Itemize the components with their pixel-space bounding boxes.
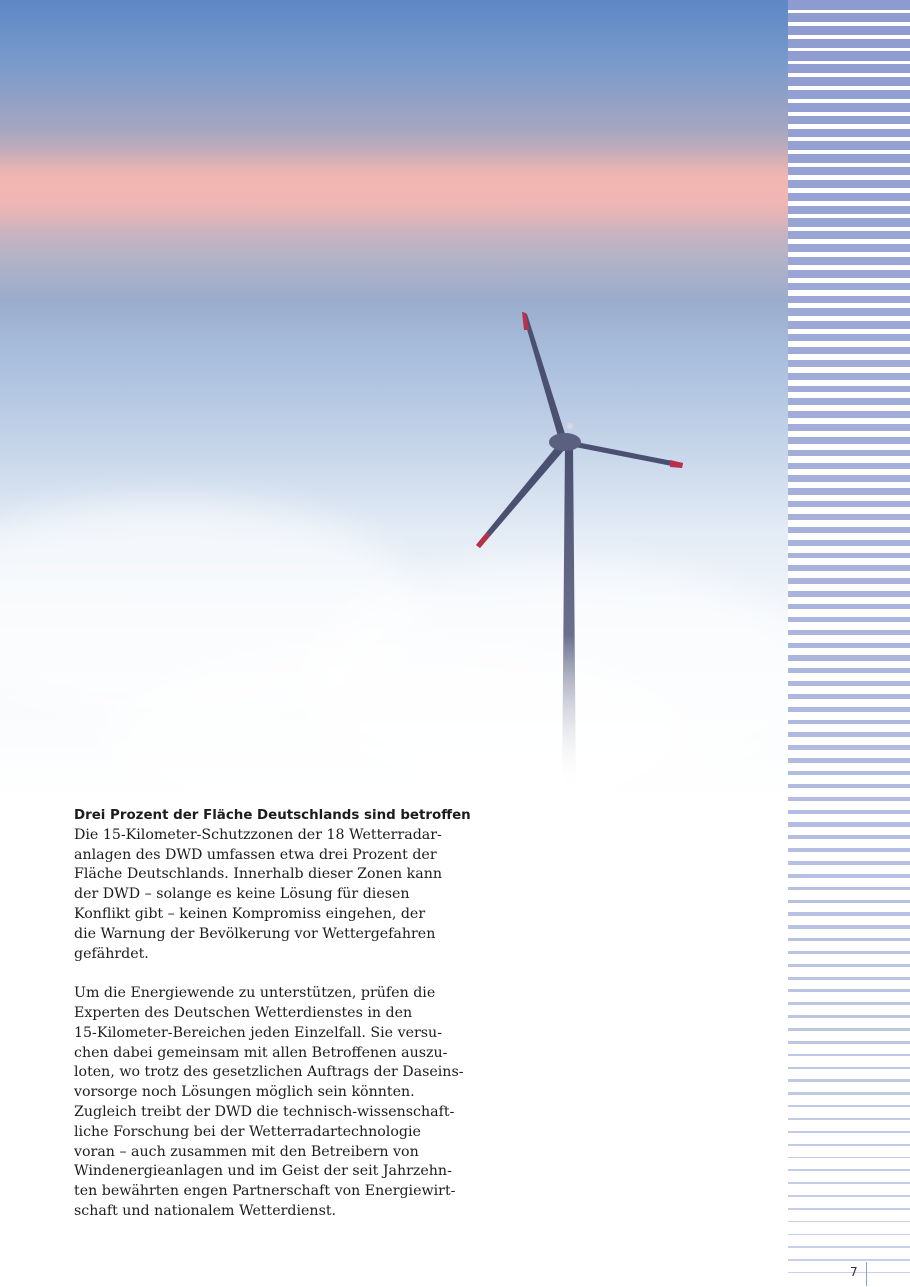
paragraph-line: vorsorge noch Lösungen möglich sein könnten.	[74, 1084, 415, 1101]
stripe	[788, 129, 910, 138]
stripe	[788, 1002, 910, 1005]
stripe	[788, 488, 910, 494]
stripe	[788, 848, 910, 852]
stripe	[788, 578, 910, 584]
stripe	[788, 180, 910, 188]
stripe	[788, 1131, 910, 1133]
stripe	[788, 1079, 910, 1081]
stripe	[788, 424, 910, 431]
stripe	[788, 1195, 910, 1197]
stripe	[788, 463, 910, 469]
stripe	[788, 386, 910, 393]
stripe	[788, 1259, 910, 1260]
stripe	[788, 797, 910, 801]
stripe	[788, 1246, 910, 1247]
stripe	[788, 270, 910, 278]
stripe	[788, 1041, 910, 1044]
section-heading: Drei Prozent der Fläche Deutschlands sind betroffen	[74, 808, 471, 823]
stripe	[788, 193, 910, 201]
stripe	[788, 912, 910, 916]
stripe	[788, 501, 910, 507]
paragraph-line: Um die Energiewende zu unterstützen, prüfen die	[74, 985, 436, 1002]
stripe	[788, 308, 910, 315]
paragraph-line: 15-Kilometer-Bereichen jeden Einzelfall. Sie versu-	[74, 1024, 442, 1041]
stripe	[788, 565, 910, 571]
stripe	[788, 1015, 910, 1018]
stripe	[788, 951, 910, 954]
stripe	[788, 745, 910, 750]
stripe	[788, 103, 910, 112]
stripe	[788, 1234, 910, 1235]
paragraph-line: Windenergieanlagen und im Geist der seit Jahrzehn-	[74, 1163, 452, 1180]
stripe	[788, 925, 910, 928]
stripe	[788, 0, 910, 10]
stripe	[788, 257, 910, 265]
stripe	[788, 720, 910, 725]
stripe	[788, 39, 910, 48]
stripe	[788, 835, 910, 839]
stripe	[788, 668, 910, 673]
stripe	[788, 283, 910, 291]
stripe	[788, 1157, 910, 1159]
stripe	[788, 218, 910, 226]
stripe	[788, 810, 910, 814]
paragraph-line: Fläche Deutschlands. Innerhalb dieser Zonen kann	[74, 866, 442, 883]
stripe	[788, 758, 910, 763]
stripe	[788, 553, 910, 559]
stripe	[788, 360, 910, 367]
stripe	[788, 244, 910, 252]
stripe	[788, 874, 910, 878]
page-number-rule	[866, 1262, 867, 1286]
stripe	[788, 591, 910, 597]
stripe	[788, 13, 910, 22]
decorative-stripe-column	[788, 0, 910, 1287]
stripe	[788, 1144, 910, 1146]
stripe	[788, 334, 910, 341]
stripe	[788, 296, 910, 304]
stripe	[788, 732, 910, 737]
stripe	[788, 681, 910, 686]
stripe	[788, 694, 910, 699]
stripe	[788, 347, 910, 354]
stripe	[788, 1028, 910, 1031]
stripe	[788, 167, 910, 175]
stripe	[788, 822, 910, 826]
stripe	[788, 1169, 910, 1171]
stripe	[788, 321, 910, 328]
paragraph-line: Experten des Deutschen Wetterdienstes in den	[74, 1004, 413, 1021]
stripe	[788, 771, 910, 775]
page-number: 7	[850, 1265, 858, 1279]
stripe	[788, 1272, 910, 1273]
stripe	[788, 1105, 910, 1107]
stripe	[788, 643, 910, 648]
stripe	[788, 938, 910, 941]
stripe	[788, 1054, 910, 1057]
stripe	[788, 964, 910, 967]
paragraph-line: voran – auch zusammen mit den Betreibern von	[74, 1143, 419, 1160]
paragraph-line: loten, wo trotz des gesetzlichen Auftrags der Daseins-	[74, 1064, 464, 1081]
stripe	[788, 887, 910, 891]
stripe	[788, 784, 910, 788]
stripe	[788, 206, 910, 214]
article-text	[74, 806, 474, 1222]
paragraph-line: chen dabei gemeinsam mit allen Betroffenen auszu-	[74, 1044, 448, 1061]
stripe	[788, 1118, 910, 1120]
stripe	[788, 90, 910, 99]
stripe	[788, 373, 910, 380]
stripe	[788, 527, 910, 533]
stripe	[788, 655, 910, 660]
paragraph-line: der DWD – solange es keine Lösung für diesen	[74, 886, 410, 903]
paragraph-line: ten bewährten engen Partnerschaft von Energiewirt-	[74, 1183, 456, 1200]
stripe	[788, 26, 910, 35]
paragraph-line: Konflikt gibt – keinen Kompromiss eingehen, der	[74, 905, 426, 922]
paragraph-line: die Warnung der Bevölkerung vor Wettergefahren	[74, 925, 436, 942]
stripe	[788, 514, 910, 520]
stripe	[788, 1208, 910, 1210]
paragraph-line: liche Forschung bei der Wetterradartechnologie	[74, 1123, 421, 1140]
paragraph-line: schaft und nationalem Wetterdienst.	[74, 1202, 337, 1219]
paragraph-line: Zugleich treibt der DWD die technisch-wissenschaft-	[74, 1103, 455, 1120]
stripe	[788, 707, 910, 712]
stripe	[788, 116, 910, 125]
stripe	[788, 989, 910, 992]
stripe	[788, 231, 910, 239]
stripe	[788, 154, 910, 162]
stripe	[788, 450, 910, 457]
stripe	[788, 51, 910, 60]
stripe	[788, 64, 910, 73]
stripe	[788, 411, 910, 418]
stripe	[788, 1182, 910, 1184]
stripe	[788, 1221, 910, 1223]
stripe	[788, 617, 910, 622]
stripe	[788, 141, 910, 150]
stripe	[788, 398, 910, 405]
stripe	[788, 1067, 910, 1070]
paragraph-line: Die 15-Kilometer-Schutzzonen der 18 Wetterradar-	[74, 826, 442, 843]
stripe	[788, 861, 910, 865]
stripe	[788, 1092, 910, 1094]
stripe	[788, 77, 910, 86]
stripe	[788, 977, 910, 980]
stripe	[788, 475, 910, 481]
stripe	[788, 900, 910, 904]
stripe	[788, 630, 910, 635]
paragraph-line: gefährdet.	[74, 945, 149, 962]
stripe	[788, 540, 910, 546]
paragraph-line: anlagen des DWD umfassen etwa drei Prozent der	[74, 846, 437, 863]
stripe	[788, 604, 910, 610]
stripe	[788, 437, 910, 444]
